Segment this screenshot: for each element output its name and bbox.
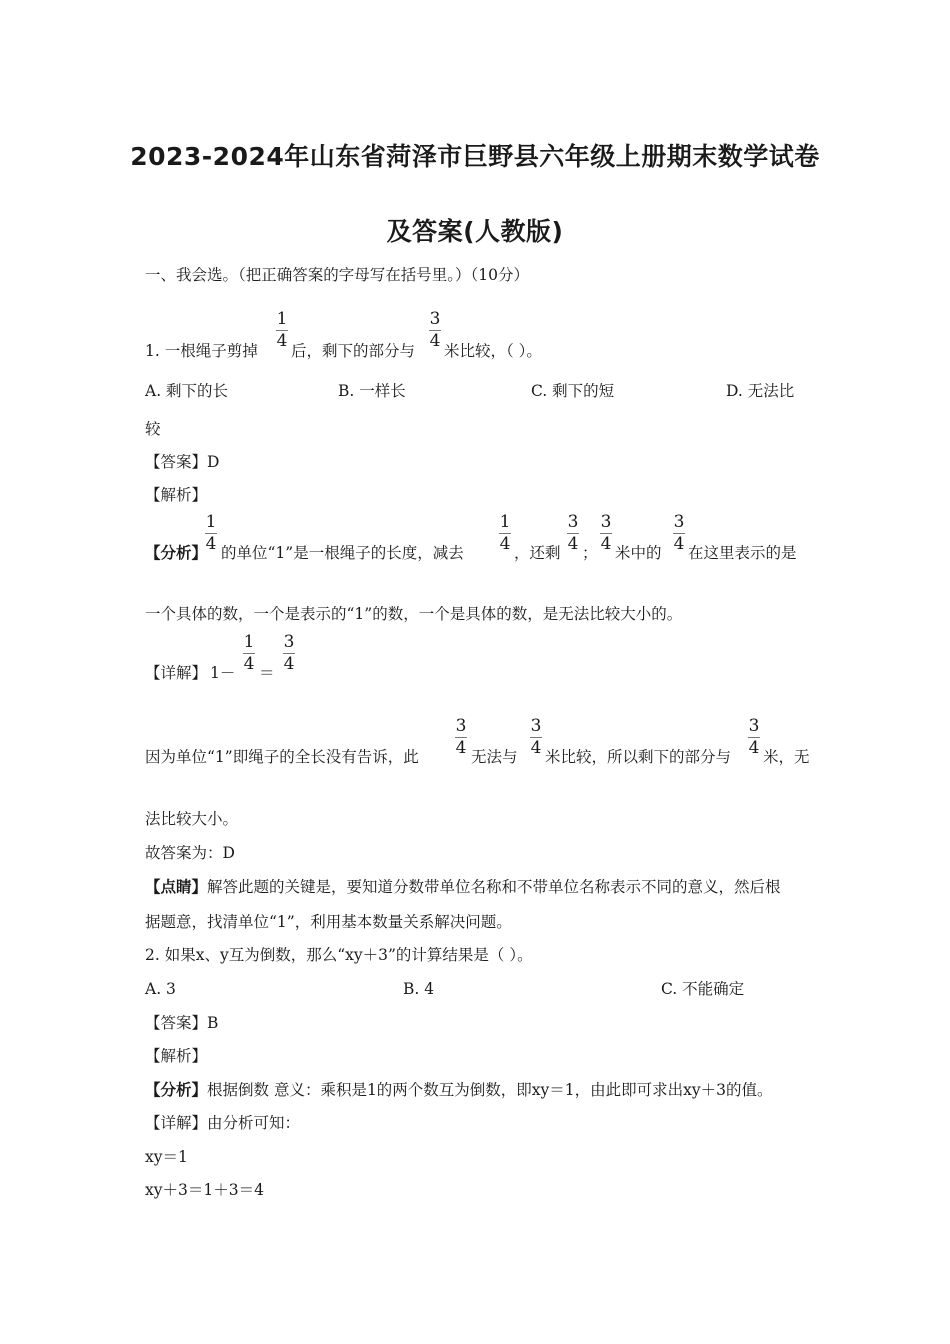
fraction: 3 4 <box>455 716 467 758</box>
fraction: 1 4 <box>243 632 255 674</box>
fraction: 3 4 <box>429 309 441 351</box>
q1-fenxi-text3: ； <box>582 544 598 562</box>
q2-option-b: B. 4 <box>403 980 435 998</box>
fraction: 1 4 <box>276 309 288 351</box>
fraction: 3 4 <box>530 716 542 758</box>
fraction: 1 4 <box>205 512 217 554</box>
doc-title-line1: 2023-2024年山东省菏泽市巨野县六年级上册期末数学试卷 <box>130 142 820 171</box>
q1-xiangjie-label: 【详解】 <box>145 664 208 682</box>
q1-stem-part2: 后，剩下的部分与 <box>291 342 416 360</box>
q2-fenxi-text: 根据倒数 意义：乘积是1的两个数互为倒数，即xy＝1，由此即可求出xy＋3的值。 <box>207 1081 773 1099</box>
q2-xiangjie-label: 【详解】 <box>145 1114 208 1132</box>
q1-explain-text2: 无法与 <box>471 748 518 766</box>
q2-equation-1: xy＝1 <box>145 1148 188 1166</box>
q1-fenxi-text5: 在这里表示的是 <box>688 544 797 562</box>
q2-option-a: A. 3 <box>145 980 176 998</box>
q2-fenxi-label: 【分析】 <box>145 1080 208 1099</box>
q2-fenxi-line <box>145 1080 773 1100</box>
q1-dianjing-text: 解答此题的关键是，要知道分数带单位名称和不带单位名称表示不同的意义，然后根 <box>207 878 781 896</box>
q1-option-d: D. 无法比 <box>726 382 795 400</box>
q1-option-c: C. 剩下的短 <box>531 382 615 400</box>
fraction: 3 4 <box>748 716 760 758</box>
q1-stem-part3: 米比较，（ ）。 <box>444 342 542 360</box>
fraction: 3 4 <box>673 512 685 554</box>
q1-xiangjie-text2: ＝ <box>259 664 275 682</box>
q1-dianjing-line1 <box>145 877 781 897</box>
q1-fenxi-text4: 米中的 <box>615 544 662 562</box>
q2-xiangjie-line <box>145 1113 300 1133</box>
q1-fenxi-label: 【分析】 <box>145 543 208 562</box>
fraction: 3 4 <box>567 512 579 554</box>
q1-stem-part1: 1. 一根绳子剪掉 <box>145 342 258 360</box>
q1-option-d-wrap: 较 <box>145 420 161 438</box>
q1-dianjing-label: 【点睛】 <box>145 877 208 896</box>
q1-final-answer: 故答案为：D <box>145 844 235 862</box>
fraction: 3 4 <box>283 632 295 674</box>
q1-explain-text4: 米，无 <box>763 748 810 766</box>
q1-explain-text1: 因为单位“1”即绳子的全长没有告诉，此 <box>145 748 419 766</box>
q2-xiangjie-text: 由分析可知： <box>207 1114 301 1132</box>
q1-option-a: A. 剩下的长 <box>145 382 229 400</box>
q1-analysis-label: 【解析】 <box>145 486 208 504</box>
q1-dianjing-line2: 据题意，找清单位“1”，利用基本数量关系解决问题。 <box>145 913 512 931</box>
q1-fenxi-text1: 的单位“1”是一根绳子的长度，减去 <box>221 544 464 562</box>
q1-answer: 【答案】D <box>145 453 220 471</box>
q1-xiangjie-text1: 1－ <box>210 664 236 682</box>
q2-option-c: C. 不能确定 <box>661 980 745 998</box>
q1-explain-text3: 米比较，所以剩下的部分与 <box>545 748 732 766</box>
fraction: 1 4 <box>499 512 511 554</box>
q2-answer: 【答案】B <box>145 1014 219 1032</box>
fraction: 3 4 <box>600 512 612 554</box>
section-heading: 一、我会选。（把正确答案的字母写在括号里。）（10分） <box>145 266 529 284</box>
q1-option-b: B. 一样长 <box>338 382 406 400</box>
doc-title-line2: 及答案(人教版) <box>386 217 564 246</box>
q1-explain-line2: 法比较大小。 <box>145 810 239 828</box>
q2-analysis-label: 【解析】 <box>145 1047 208 1065</box>
q1-fenxi-line2: 一个具体的数，一个是表示的“1”的数，一个是具体的数，是无法比较大小的。 <box>145 605 683 623</box>
q1-fenxi-text2: ，还剩 <box>514 544 561 562</box>
q2-stem: 2. 如果x、y互为倒数，那么“xy＋3”的计算结果是（ ）。 <box>145 946 533 964</box>
q2-equation-2: xy＋3＝1＋3＝4 <box>145 1181 264 1199</box>
